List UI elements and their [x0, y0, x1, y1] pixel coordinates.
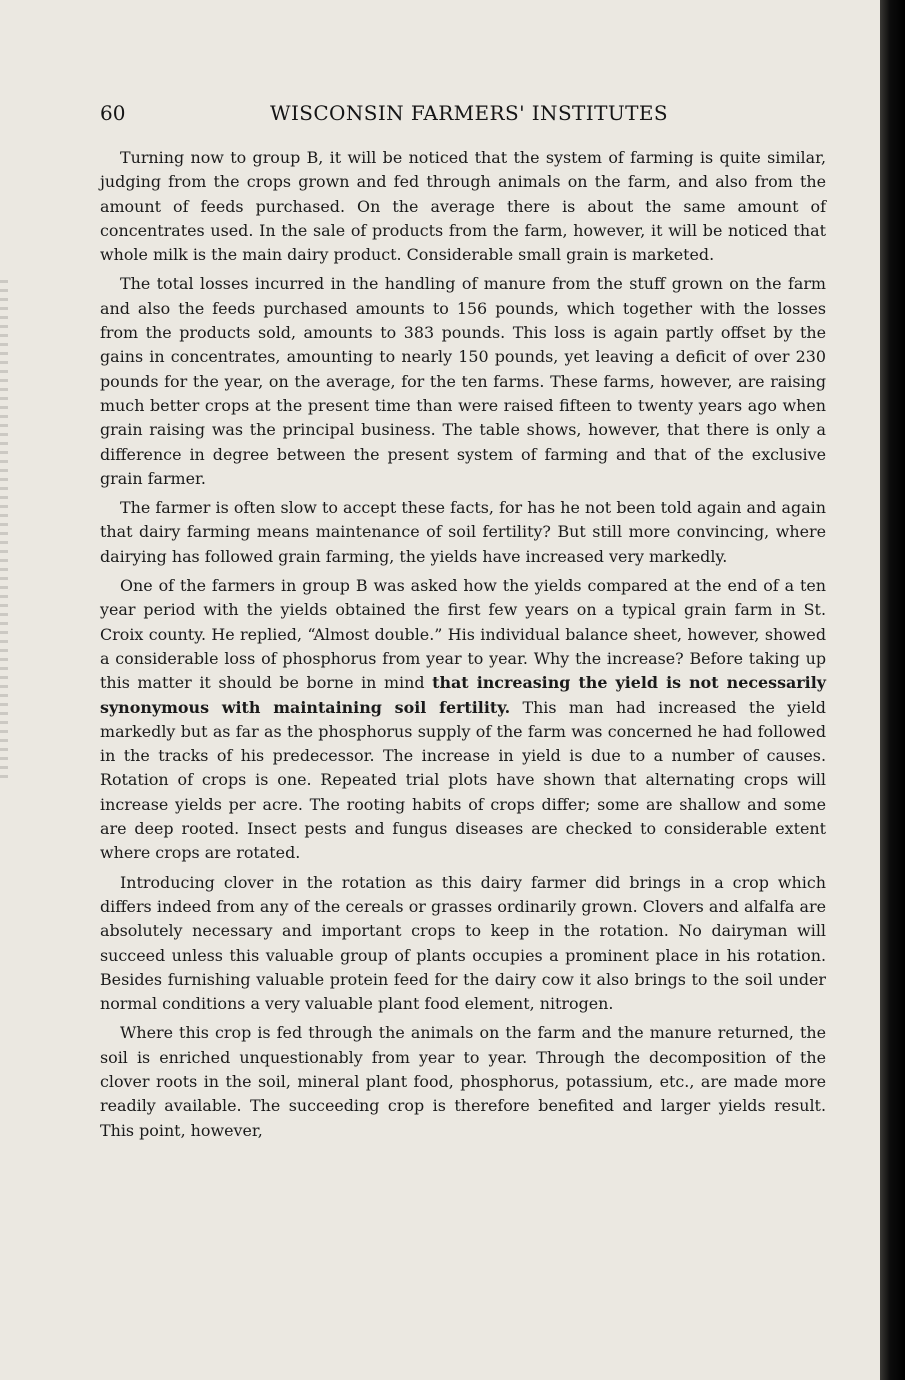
paragraph-4-emphasis: that increasing the yield is not necessarily synonymous with maintaining soil fertility.: [100, 673, 826, 717]
paragraph-4-end: This man had increased the yield markedly but as far as the phosphorus supply of the farm was concerned he had followed in the tracks of his predecessor. The increase in yield is due to a number of causes. Rotation of crops is one. Repeated trial plots have shown that alternating crops will increase yields per acre. The rooting habits of crops differ; some are shallow and some are deep rooted. Insect pests and fungus diseases are checked to considerable extent where crops are rotated.: [100, 697, 826, 863]
paragraph-3: The farmer is often slow to accept these facts, for has he not been told again and again that dairy farming means maintenance of soil fertility? But still more convincing, where dairying has followed grain farming, the yields have increased very markedly.: [100, 498, 826, 566]
binding-shadow: [0, 280, 8, 780]
body-text: [100, 146, 826, 1148]
running-title: WISCONSIN FARMERS' INSTITUTES: [270, 101, 668, 125]
page-number: 60: [100, 101, 126, 125]
scan-dark-edge: [880, 0, 905, 1380]
paragraph-1: Turning now to group B, it will be noticed that the system of farming is quite similar, judging from the crops grown and fed through animals on the farm, and also from the amount of feeds purchased. On the average there is about the same amount of concentrates used. In the sale of products from the farm, however, it will be noticed that whole milk is the main dairy product. Considerable small grain is marketed.: [100, 148, 826, 265]
paragraph-2: The total losses incurred in the handling of manure from the stuff grown on the farm and also the feeds purchased amounts to 156 pounds, which together with the losses from the products sold, amounts to 383 pounds. This loss is again partly offset by the gains in concentrates, amounting to nearly 150 pounds, yet leaving a deficit of over 230 pounds for the year, on the average, for the ten farms. These farms, however, are raising much better crops at the present time than were raised fifteen to twenty years ago when grain raising was the principal business. The table shows, however, that there is only a difference in degree between the present system of farming and that of the exclusive grain farmer.: [100, 274, 826, 488]
paragraph-6: Where this crop is fed through the animals on the farm and the manure returned, the soil is enriched unquestionably from year to year. Through the decomposition of the clover roots in the soil, mineral plant food, phosphorus, potassium, etc., are made more readily available. The succeeding crop is therefore benefited and larger yields result. This point, however,: [100, 1023, 826, 1140]
paragraph-5: Introducing clover in the rotation as this dairy farmer did brings in a crop which differs indeed from any of the cereals or grasses ordinarily grown. Clovers and alfalfa are absolutely necessary and important crops to keep in the rotation. No dairyman will succeed unless this valuable group of plants occupies a prominent place in his rotation. Besides furnishing valuable protein feed for the dairy cow it also brings to the soil under normal conditions a very valuable plant food element, nitrogen.: [100, 872, 826, 1014]
page-header: [100, 101, 826, 131]
paragraph-4: [100, 574, 826, 866]
paragraph-4-start: One of the farmers in group B was asked how the yields compared at the end of a ten year period with the yields obtained the first few years on a typical grain farm in St. Croix county. He replied, “Almost double.” His individual balance sheet, however, showed a considerable loss of phosphorus from year to year. Why the increase? Before taking up this matter it should be borne in mind: [100, 576, 826, 693]
